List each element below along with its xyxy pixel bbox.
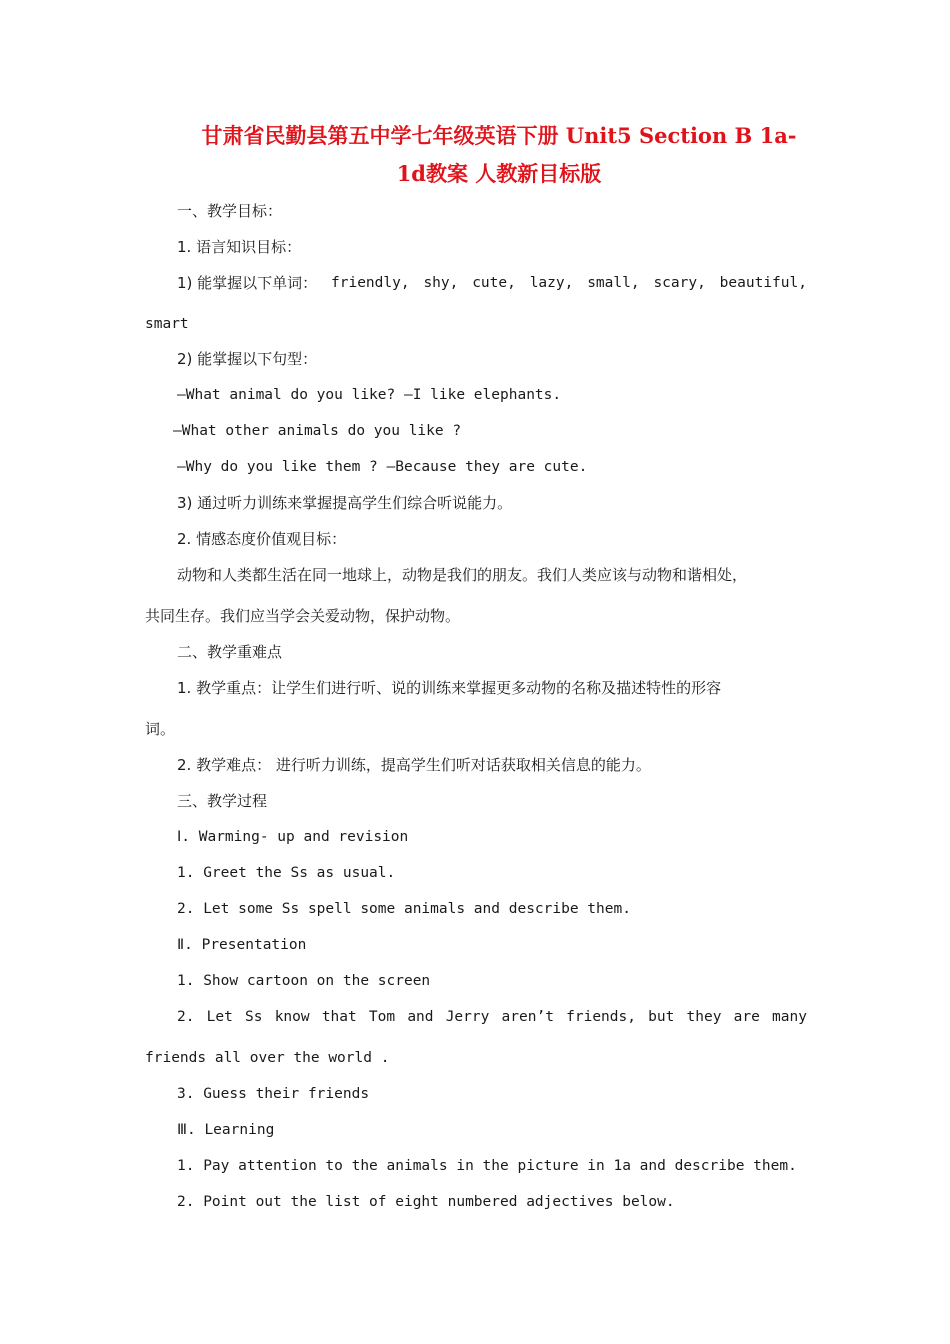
- language-objective-heading: 1. 语言知识目标：: [177, 238, 302, 256]
- vocab-word: friendly,: [331, 275, 410, 291]
- word: friends,: [566, 1009, 636, 1025]
- section-heading-process: 三、教学过程: [177, 792, 268, 810]
- word: are: [733, 1009, 760, 1025]
- word: Let: [206, 1009, 233, 1025]
- step-2-item-2-line-2: friends all over the world .: [145, 1050, 390, 1066]
- word: know: [274, 1009, 310, 1025]
- listening-objective: 3) 通过听力训练来掌握提高学生们综合听说能力。: [177, 494, 513, 512]
- step-2-item-2-line-1: [177, 1007, 807, 1027]
- vocab-word: shy,: [423, 275, 459, 291]
- vocab-word: beautiful,: [719, 275, 807, 291]
- vocabulary-line: [177, 273, 807, 293]
- word: Jerry: [445, 1009, 490, 1025]
- step-1-item-2: 2. Let some Ss spell some animals and describe them.: [177, 901, 631, 917]
- word: many: [772, 1009, 807, 1025]
- sentence-pattern-2: —What other animals do you like ?: [173, 423, 462, 439]
- document-title-line-2: 1d教案 人教新目标版: [396, 161, 602, 186]
- word: Tom: [368, 1009, 396, 1025]
- step-3-title: Ⅲ. Learning: [177, 1122, 275, 1138]
- step-1-title: Ⅰ. Warming- up and revision: [177, 829, 409, 845]
- word: that: [321, 1009, 357, 1025]
- document-title-line-1: 甘肃省民勤县第五中学七年级英语下册 Unit5 Section B 1a-: [201, 123, 797, 148]
- step-3-item-1: 1. Pay attention to the animals in the picture in 1a and describe them.: [177, 1158, 797, 1174]
- vocab-word: small,: [587, 275, 640, 291]
- teaching-focus-line-1: 1. 教学重点：让学生们进行听、说的训练来掌握更多动物的名称及描述特性的形容: [177, 679, 722, 697]
- step-3-item-2: 2. Point out the list of eight numbered adjectives below.: [177, 1194, 675, 1210]
- section-heading-key-points: 二、教学重难点: [177, 643, 283, 661]
- attitude-paragraph-line-1: 动物和人类都生活在同一地球上，动物是我们的朋友。我们人类应该与动物和谐相处，: [177, 566, 748, 584]
- vocab-word: cute,: [472, 275, 516, 291]
- word: aren’t: [501, 1009, 554, 1025]
- section-heading-objectives: 一、教学目标：: [177, 202, 283, 220]
- teaching-difficulty: 2. 教学难点： 进行听力训练，提高学生们听对话获取相关信息的能力。: [177, 756, 651, 774]
- word: and: [407, 1009, 434, 1025]
- step-1-item-1: 1. Greet the Ss as usual.: [177, 865, 396, 881]
- word: 2.: [177, 1009, 195, 1025]
- attitude-objective-heading: 2. 情感态度价值观目标：: [177, 530, 347, 548]
- sentence-pattern-1: —What animal do you like? —I like elephants.: [177, 387, 562, 403]
- sentence-pattern-heading: 2) 能掌握以下句型：: [177, 350, 318, 368]
- word: but: [648, 1009, 675, 1025]
- step-2-item-1: 1. Show cartoon on the screen: [177, 973, 431, 989]
- sentence-pattern-3: —Why do you like them ? —Because they are cute.: [177, 459, 588, 475]
- teaching-focus-line-2: 词。: [145, 720, 176, 738]
- vocabulary-last-word: smart: [145, 316, 189, 332]
- step-2-title: Ⅱ. Presentation: [177, 937, 307, 953]
- word: they: [686, 1009, 722, 1025]
- attitude-paragraph-line-2: 共同生存。我们应当学会关爱动物，保护动物。: [145, 607, 461, 625]
- word: Ss: [245, 1009, 263, 1025]
- vocab-word: lazy,: [529, 275, 574, 291]
- step-2-item-3: 3. Guess their friends: [177, 1086, 370, 1102]
- vocabulary-prefix: 1) 能掌握以下单词：: [177, 274, 318, 292]
- vocab-word: scary,: [653, 275, 706, 291]
